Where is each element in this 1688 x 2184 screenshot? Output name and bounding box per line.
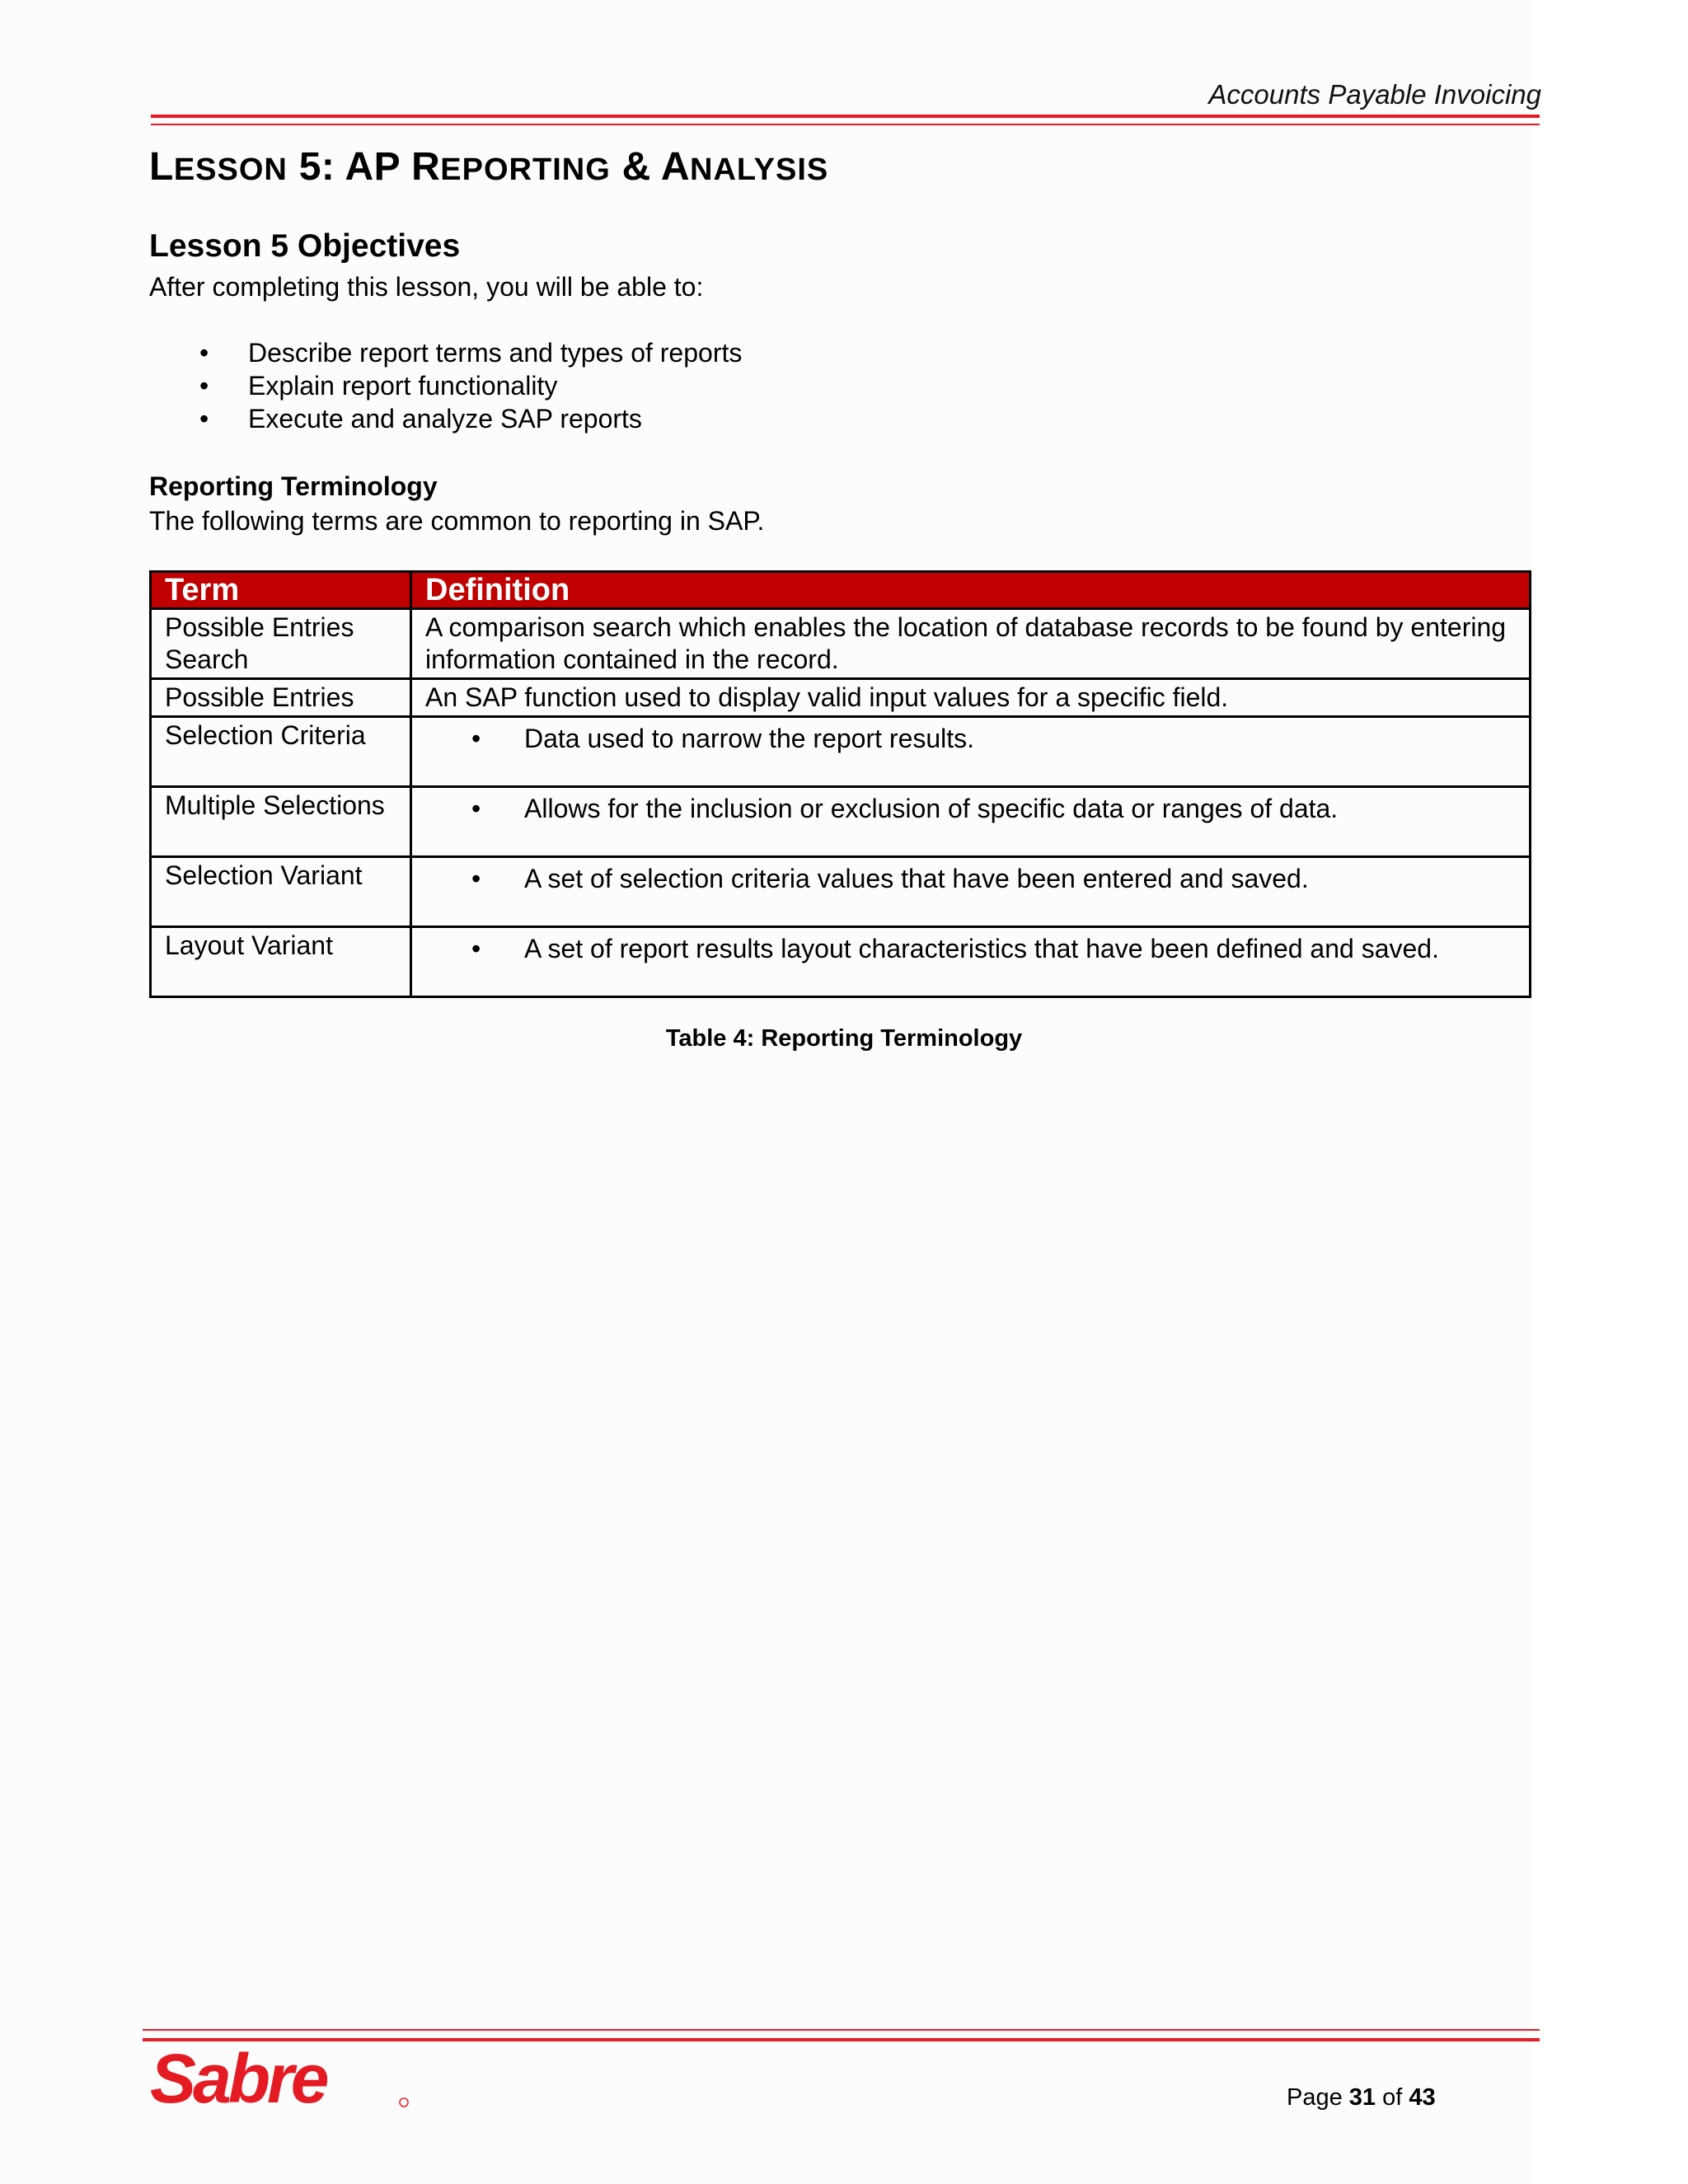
terminology-heading: Reporting Terminology [149,471,438,501]
header-rule-thin [151,124,1540,125]
list-item: • Explain report functionality [199,371,558,401]
term-cell: Selection Criteria [151,717,411,787]
table-row [151,927,1531,997]
table-caption: Table 4: Reporting Terminology [665,1025,1023,1052]
sabre-logo [148,2040,412,2114]
header-rule-thick [151,115,1540,118]
table-row [151,857,1531,927]
list-item: • Execute and analyze SAP reports [199,404,642,434]
page-number: Page 31 of 43 [1287,2084,1436,2111]
definition-cell: • Allows for the inclusion or exclusion of specific data or ranges of data. [411,787,1531,857]
objectives-list [149,336,742,435]
definition-cell: • A set of selection criteria values that have been entered and saved. [411,857,1531,927]
footer-rule-thin [143,2029,1540,2031]
table-row [151,679,1531,717]
running-header: Accounts Payable Invoicing [1208,79,1541,110]
definition-cell: A comparison search which enables the location of database records to be found by entering information contained in the record. [411,609,1531,679]
term-cell: Possible Entries [151,679,411,717]
objectives-intro: After completing this lesson, you will be able to: [149,272,704,302]
lesson-title: LESSON 5: AP REPORTING & ANALYSIS [149,145,829,189]
bullet-icon: • [471,864,481,893]
table-row [151,717,1531,787]
objectives-heading: Lesson 5 Objectives [149,228,461,264]
bullet-icon: • [471,794,481,823]
registered-mark-icon [400,2098,408,2107]
bullet-icon: • [199,338,209,368]
bullet-icon: • [471,934,481,963]
term-cell: Multiple Selections [151,787,411,857]
column-header-term: Term [151,572,411,609]
list-item: • Describe report terms and types of reports [199,338,743,368]
table-row [151,787,1531,857]
term-cell: Layout Variant [151,927,411,997]
term-cell: Selection Variant [151,857,411,927]
bullet-icon: • [199,371,209,401]
table-header-row [151,572,1531,609]
terminology-intro: The following terms are common to reporting in SAP. [149,506,765,536]
term-cell: Possible Entries Search [151,609,411,679]
bullet-icon: • [199,404,209,434]
bullet-icon: • [471,724,481,753]
table-row [151,609,1531,679]
terminology-table [149,570,1531,998]
sabre-logo-text: Sabre [150,2040,326,2114]
column-header-definition: Definition [411,572,1531,609]
definition-cell: • A set of report results layout characteristics that have been defined and saved. [411,927,1531,997]
definition-cell: An SAP function used to display valid input values for a specific field. [411,679,1531,717]
definition-cell: • Data used to narrow the report results. [411,717,1531,787]
